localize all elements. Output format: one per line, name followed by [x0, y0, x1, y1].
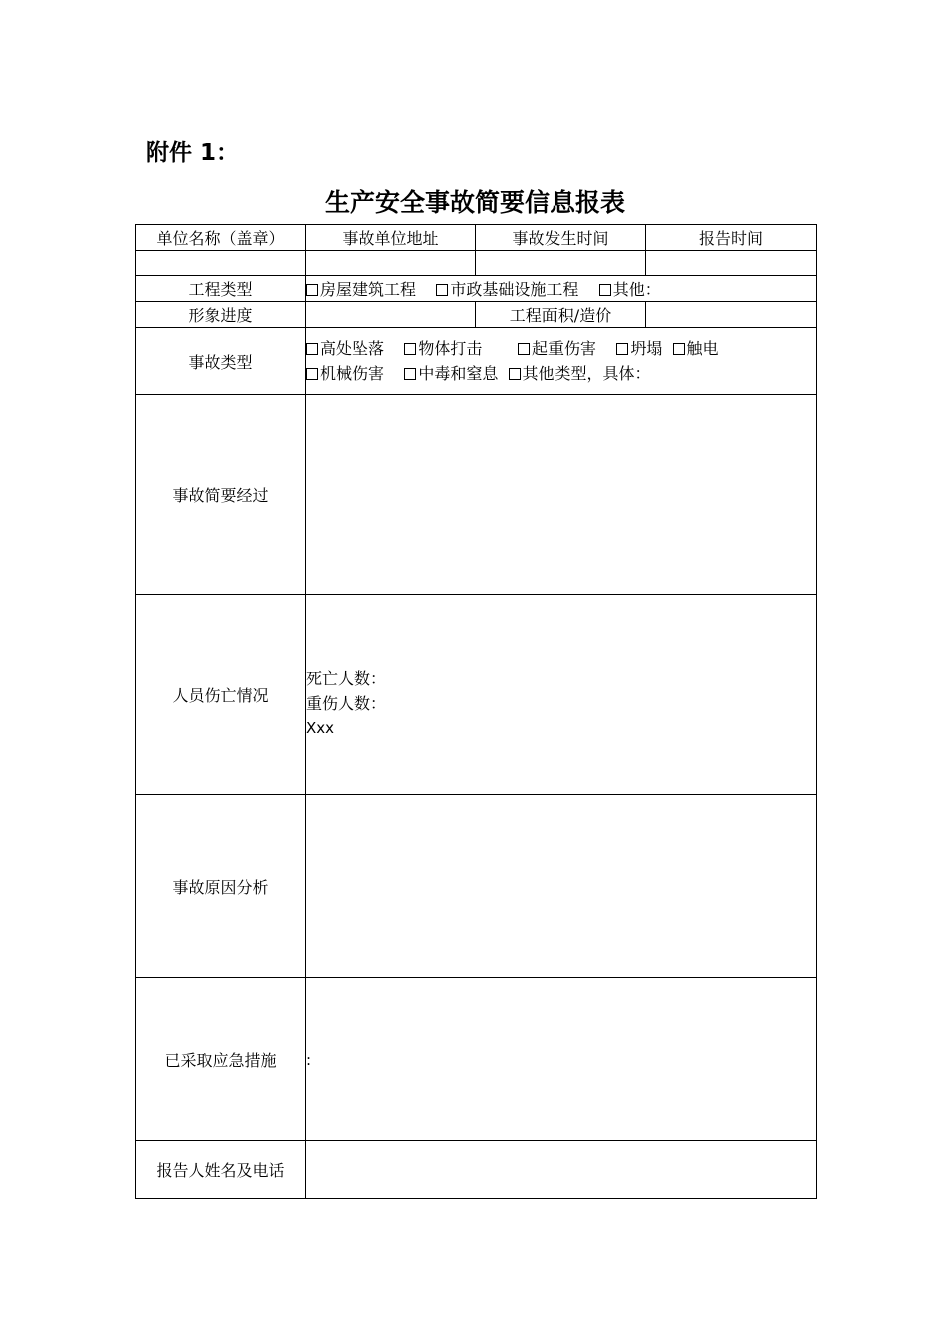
casualties-note: Xxx [306, 718, 335, 737]
cause-row [136, 795, 817, 978]
reporter-label: 报告人姓名及电话 [136, 1141, 306, 1199]
accident-type-label: 事故类型 [136, 328, 306, 395]
casualties-row [136, 595, 817, 795]
option-electric[interactable]: 触电 [673, 339, 719, 358]
injuries-count: 重伤人数： [306, 693, 387, 713]
option-struck[interactable]: 物体打击 [404, 339, 482, 358]
progress-field[interactable] [306, 302, 476, 328]
option-collapse[interactable]: 坍塌 [616, 339, 662, 358]
option-municipal[interactable]: 市政基础设施工程 [436, 280, 578, 299]
checkbox-icon[interactable] [306, 284, 318, 296]
report-time-field[interactable] [646, 251, 817, 276]
checkbox-icon[interactable] [518, 343, 530, 355]
deaths-count: 死亡人数： [306, 668, 387, 688]
accident-type-options [306, 328, 817, 395]
unit-name-field[interactable] [136, 251, 306, 276]
cause-field[interactable] [306, 795, 817, 978]
option-fall[interactable]: 高处坠落 [306, 339, 384, 358]
cause-label: 事故原因分析 [136, 795, 306, 978]
measures-content: : [306, 1050, 312, 1069]
checkbox-icon[interactable] [404, 343, 416, 355]
option-other[interactable]: 其他： [599, 280, 661, 299]
reporter-field[interactable] [306, 1141, 817, 1199]
accident-address-field[interactable] [306, 251, 476, 276]
accident-type-row [136, 328, 817, 395]
process-row [136, 395, 817, 595]
checkbox-icon[interactable] [599, 284, 611, 296]
header-value-row [136, 251, 817, 276]
accident-time-header: 事故发生时间 [476, 225, 646, 251]
measures-field[interactable] [306, 978, 817, 1141]
measures-label: 已采取应急措施 [136, 978, 306, 1141]
project-type-row [136, 276, 817, 302]
checkbox-icon[interactable] [673, 343, 685, 355]
checkbox-icon[interactable] [404, 368, 416, 380]
attachment-label: 附件 1： [146, 140, 240, 166]
area-cost-field[interactable] [646, 302, 817, 328]
option-poisoning[interactable]: 中毒和窒息 [404, 364, 498, 383]
option-lifting[interactable]: 起重伤害 [518, 339, 596, 358]
accident-time-field[interactable] [476, 251, 646, 276]
project-type-label: 工程类型 [136, 276, 306, 302]
document-title: 生产安全事故简要信息报表 [324, 188, 625, 217]
measures-row [136, 978, 817, 1141]
checkbox-icon[interactable] [306, 343, 318, 355]
area-cost-label: 工程面积/造价 [476, 302, 646, 328]
project-type-options [306, 276, 817, 302]
casualties-label: 人员伤亡情况 [136, 595, 306, 795]
header-row [136, 225, 817, 251]
casualties-field[interactable] [306, 595, 817, 795]
checkbox-icon[interactable] [306, 368, 318, 380]
option-building[interactable]: 房屋建筑工程 [306, 280, 416, 299]
option-other-type[interactable]: 其他类型，具体： [509, 364, 651, 383]
progress-label: 形象进度 [136, 302, 306, 328]
accident-report-form [135, 224, 817, 1199]
report-time-header: 报告时间 [646, 225, 817, 251]
progress-row [136, 302, 817, 328]
checkbox-icon[interactable] [616, 343, 628, 355]
checkbox-icon[interactable] [436, 284, 448, 296]
accident-address-header: 事故单位地址 [306, 225, 476, 251]
checkbox-icon[interactable] [509, 368, 521, 380]
unit-name-header: 单位名称（盖章） [136, 225, 306, 251]
process-field[interactable] [306, 395, 817, 595]
option-mechanical[interactable]: 机械伤害 [306, 364, 384, 383]
process-label: 事故简要经过 [136, 395, 306, 595]
reporter-row [136, 1141, 817, 1199]
